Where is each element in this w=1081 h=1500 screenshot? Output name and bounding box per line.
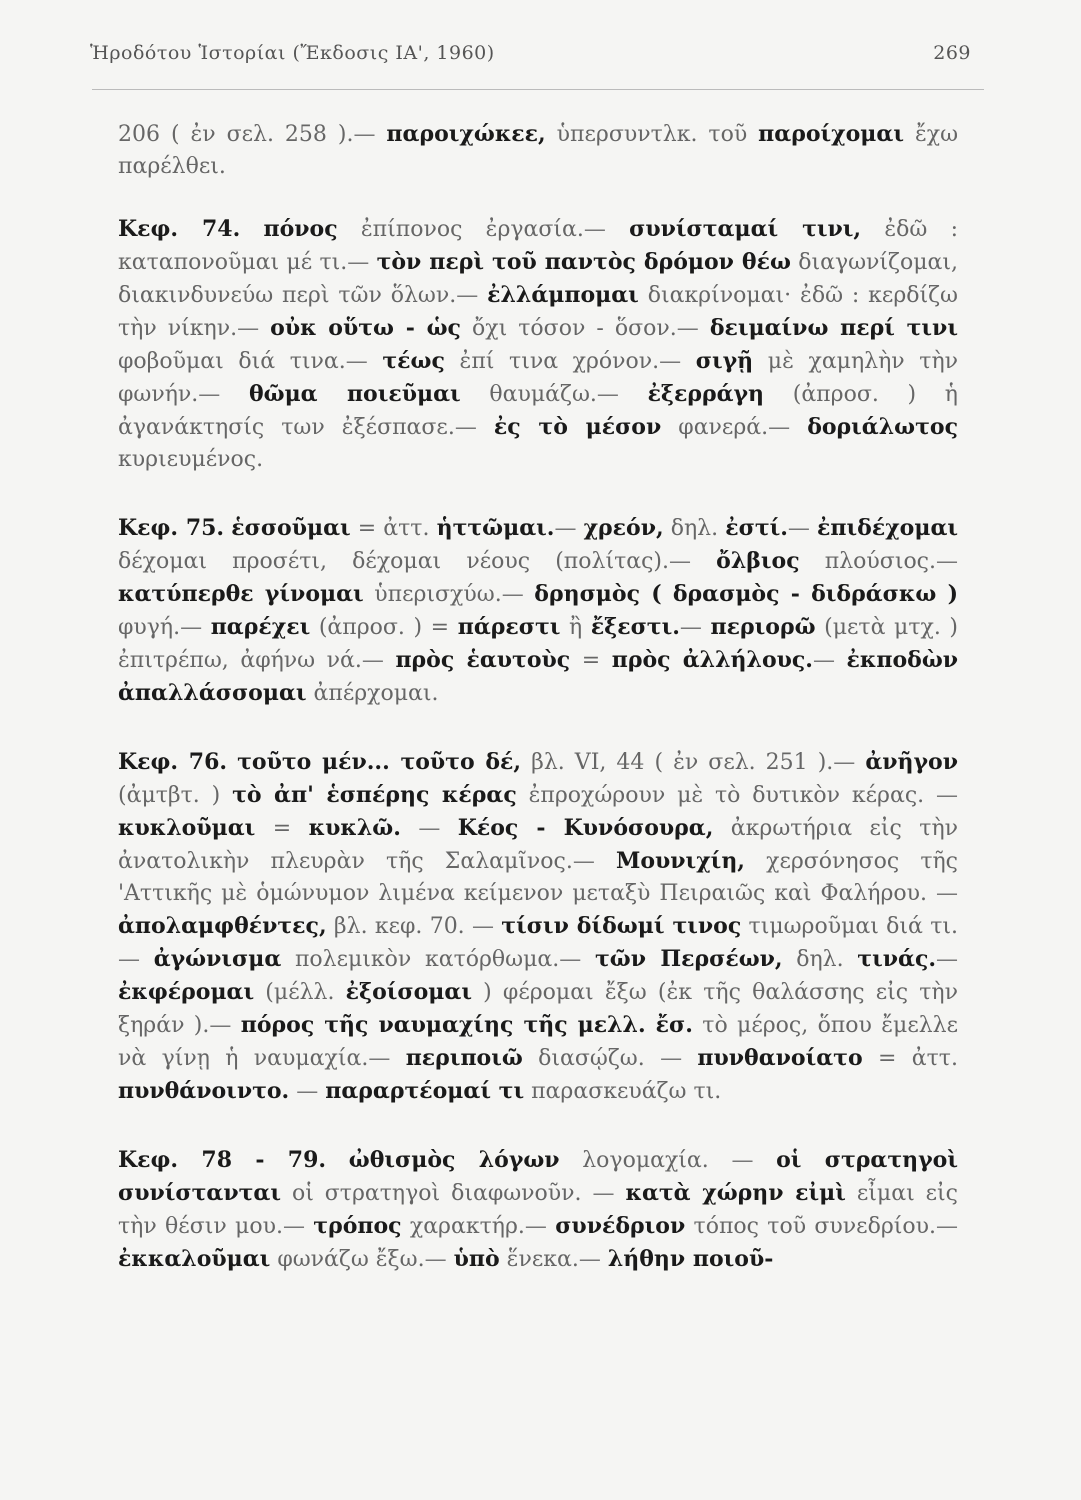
- chapter-heading: Κεφ. 74.: [118, 216, 241, 242]
- glossary-body: [118, 118, 958, 1312]
- paragraph-note-206: 206 ( ἐν σελ. 258 ).— παροιχώκεε, ὑπερσυντλκ. τοῦ παροίχομαι ἔχω παρέλθει.: [118, 121, 959, 179]
- header-rule: [92, 89, 984, 90]
- running-head: [90, 42, 971, 64]
- paragraph-chapter-76: Κεφ. 76. τοῦτο μέν... τοῦτο δέ, βλ. VI, 44 ( ἐν σελ. 251 ).— ἀνῆγον (ἀμτβτ. ) τὸ ἀπ' ἑσπέρης κέρας ἐπροχώρουν μὲ τὸ δυτικὸν κέρας. — κυκλοῦμαι = κυκλῶ. — Κέος - Κυνόσουρα, ἀκρωτήρια εἰς τὴν ἀνατολικὴν πλευρὰν τῆς Σαλαμῖνος.— Μουνιχίη, χερσόνησος τῆς 'Αττικῆς μὲ ὁμώνυμον λιμένα κείμενον μεταξὺ Πειραιῶς καὶ Φαλήρου. — ἀπολαμφθέντες, βλ. κεφ. 70. — τίσιν δίδωμί τινος τιμωροῦμαι διά τι.— ἀγώνισμα πολεμικὸν κατόρθωμα.— τῶν Περσέων, δηλ. τινάς.— ἐκφέρομαι (μέλλ. ἐξοίσομαι ) φέρομαι ἔξω (ἐκ τῆς θαλάσσης εἰς τὴν ξηράν ).— πόρος τῆς ναυμαχίης τῆς μελλ. ἔσ. τὸ μέρος, ὅπου ἔμελλε νὰ γίνῃ ἡ ναυμαχία.— περιποιῶ διασῴζω. — πυνθανοίατο = ἀττ. πυνθάνοιντο. — παραρτέομαί τι παρασκευάζω τι.: [118, 749, 959, 1104]
- paragraph-chapter-75: Κεφ. 75. ἑσσοῦμαι = ἀττ. ἡττῶμαι.— χρεόν, δηλ. ἐστί.— ἐπιδέχομαι δέχομαι προσέτι, δέχομαι νέους (πολίτας).— ὄλβιος πλούσιος.— κατύπερθε γίνομαι ὑπερισχύω.— δρησμὸς ( δρασμὸς - διδράσκω ) φυγή.— παρέχει (ἀπροσ. ) = πάρεστι ἢ ἔξεστι.— περιορῶ (μετὰ μτχ. ) ἐπιτρέπω, ἀφήνω νά.— πρὸς ἑαυτοὺς = πρὸς ἀλλήλους.— ἐκποδὼν ἀπαλλάσσομαι ἀπέρχομαι.: [118, 515, 959, 706]
- chapter-heading: Κεφ. 78 - 79.: [118, 1147, 327, 1173]
- running-head-title: Ἡροδότου Ἱστορίαι (Ἔκδοσις ΙΑ', 1960): [90, 42, 495, 64]
- chapter-heading: Κεφ. 75.: [118, 515, 225, 541]
- paragraph-chapter-74: Κεφ. 74. πόνος ἐπίπονος ἐργασία.— συνίσταμαί τινι, ἐδῶ : καταπονοῦμαι μέ τι.— τὸν περὶ τοῦ παντὸς δρόμον θέω διαγωνίζομαι, διακινδυνεύω περὶ τῶν ὅλων.— ἐλλάμπομαι διακρίνομαι· ἐδῶ : κερδίζω τὴν νίκην.— οὐκ οὕτω - ὡς ὄχι τόσον - ὅσον.— δειμαίνω περί τινι φοβοῦμαι διά τινα.— τέως ἐπί τινα χρόνον.— σιγῇ μὲ χαμηλὴν τὴν φωνήν.— θῶμα ποιεῦμαι θαυμάζω.— ἐξερράγη (ἀπροσ. ) ἡ ἀγανάκτησίς των ἐξέσπασε.— ἐς τὸ μέσον φανερά.— δοριάλωτος κυριευμένος.: [118, 216, 959, 472]
- chapter-heading: Κεφ. 76.: [118, 749, 228, 775]
- paragraph-chapter-78-79: Κεφ. 78 - 79. ὠθισμὸς λόγων λογομαχία. — οἱ στρατηγοὶ συνίστανται οἱ στρατηγοὶ διαφωνοῦν. — κατὰ χώρην εἰμὶ εἶμαι εἰς τὴν θέσιν μου.— τρόπος χαρακτήρ.— συνέδριον τόπος τοῦ συνεδρίου.— ἐκκαλοῦμαι φωνάζω ἔξω.— ὑπὸ ἕνεκα.— λήθην ποιοῦ-: [118, 1147, 958, 1272]
- page-number: 269: [933, 42, 971, 64]
